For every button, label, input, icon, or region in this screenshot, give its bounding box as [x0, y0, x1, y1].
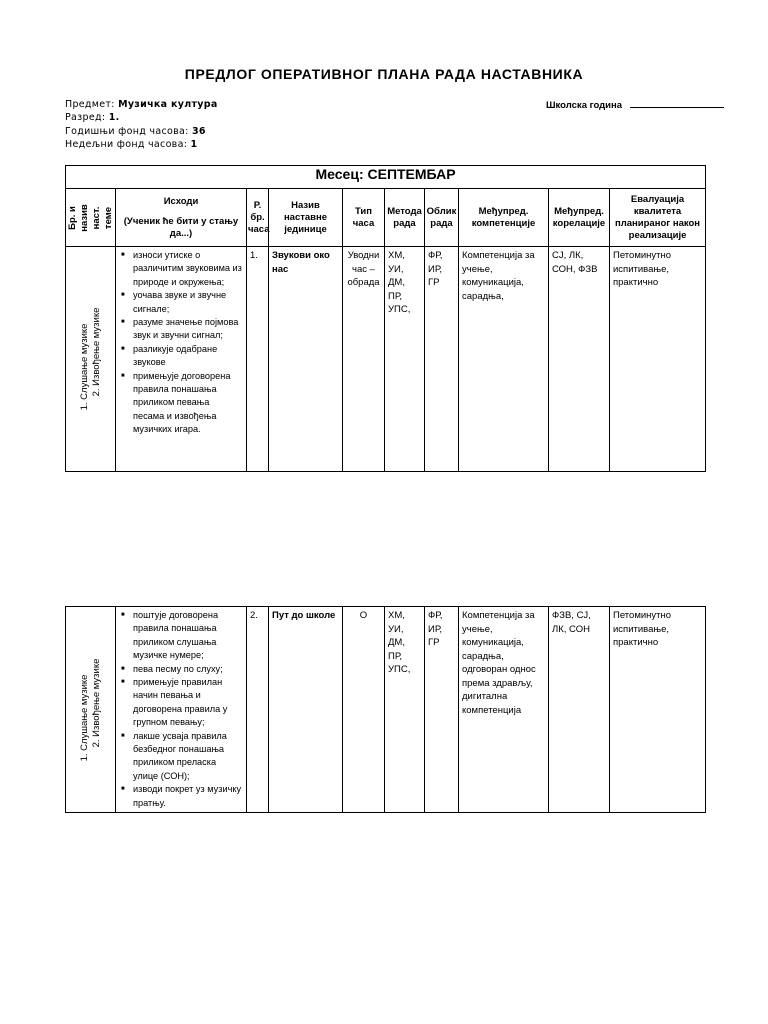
month-header: Месец: СЕПТЕМБАР — [66, 166, 706, 189]
header-lesson-no: Р. бр. часа — [247, 189, 269, 247]
list-item: ■ разуме значење појмова звук и звучни сигнал; — [133, 316, 243, 343]
form-cell: ФР, ИР, ГР — [425, 607, 459, 813]
header-outcomes-sub: (Ученик ће бити у стању да...) — [123, 215, 239, 239]
topic-text — [79, 308, 103, 411]
header-outcomes — [116, 189, 247, 247]
header-unit-name: Назив наставне јединице — [269, 189, 343, 247]
header-evaluation: Евалуација квалитета планираног након реализације — [610, 189, 706, 247]
header-outcomes-label: Исходи — [163, 195, 199, 207]
header-form: Облик рада — [425, 189, 459, 247]
meta-annual-hours — [65, 126, 206, 138]
school-year-blank — [630, 99, 724, 108]
form-cell: ФР, ИР, ГР — [425, 247, 459, 472]
lesson-no-cell: 1. — [247, 247, 269, 472]
unit-name-cell: Пут до школе — [269, 607, 343, 813]
lesson-type-cell: О — [343, 607, 385, 813]
meta-grade — [65, 112, 120, 124]
header-competences: Међупред. компетенције — [459, 189, 549, 247]
topic-cell — [66, 247, 116, 472]
meta-annual-hours-value: 36 — [191, 126, 206, 137]
method-cell: ХМ, УИ, ДМ, ПР, УПС, — [385, 607, 425, 813]
meta-weekly-hours-value: 1 — [190, 139, 198, 150]
list-item: ■ уочава звуке и звучне сигнале; — [133, 289, 243, 316]
topic-line-1: 1. Слушање музике — [78, 674, 90, 761]
header-topic-label: Бр. и назив наст. теме — [66, 203, 114, 232]
topic-cell — [66, 607, 116, 813]
outcomes-cell — [116, 247, 247, 472]
list-item: ■ примењује правилан начин певања и договорена правила у групном певању; — [133, 676, 243, 730]
meta-grade-value: 1. — [108, 112, 120, 123]
header-lesson-type: Тип часа — [343, 189, 385, 247]
school-year-label: Школска година — [546, 100, 623, 111]
outcomes-list — [119, 249, 243, 437]
list-item: ■ разликује одабране звукове — [133, 343, 243, 370]
meta-grade-label: Разред: — [65, 112, 106, 123]
table-row — [66, 247, 706, 472]
lesson-type-cell: Уводни час – обрада — [343, 247, 385, 472]
competences-cell: Компетенција за учење, комуникација, сарадња, — [459, 247, 549, 472]
competences-cell: Компетенција за учење, комуникација, сарадња, одговоран однос према здрављу, дигитална компетенција — [459, 607, 549, 813]
meta-subject-value: Музичка култура — [118, 99, 218, 110]
header-topic — [66, 189, 116, 247]
header-method: Метода рада — [385, 189, 425, 247]
meta-weekly-hours-label: Недељни фонд часова: — [65, 139, 188, 150]
unit-name-cell: Звукови око нас — [269, 247, 343, 472]
meta-weekly-hours — [65, 139, 197, 151]
document-title: ПРЕДЛОГ ОПЕРАТИВНОГ ПЛАНА РАДА НАСТАВНИКА — [184, 66, 584, 82]
topic-line-2: 2. Извођење музике — [90, 307, 102, 397]
topic-line-1: 1. Слушање музике — [78, 323, 90, 411]
list-item: ■ пева песму по слуху; — [133, 663, 243, 676]
meta-annual-hours-label: Годишњи фонд часова: — [65, 126, 189, 137]
topic-line-2: 2. Извођење музике — [90, 658, 102, 747]
school-year — [546, 99, 724, 111]
list-item: ■ примењује договорена правила понашања приликом певања песама и извођења музичких игара. — [133, 370, 243, 437]
plan-table — [65, 165, 706, 472]
meta-subject-label: Предмет: — [65, 99, 115, 110]
correlation-cell: СЈ, ЛК, СОН, ФЗВ — [549, 247, 610, 472]
outcomes-cell — [116, 607, 247, 813]
evaluation-cell: Петоминутно испитивање, практично — [610, 247, 706, 472]
list-item: ■ изводи покрет уз музичку пратњу. — [133, 783, 243, 810]
evaluation-cell: Петоминутно испитивање, практично — [610, 607, 706, 813]
lesson-no-cell: 2. — [247, 607, 269, 813]
table-row — [66, 607, 706, 813]
header-correlation: Међупред. корелације — [549, 189, 610, 247]
plan-table-continued — [65, 606, 706, 813]
topic-text — [79, 658, 103, 761]
method-cell: ХМ, УИ, ДМ, ПР, УПС, — [385, 247, 425, 472]
list-item: ■ поштује договорена правила понашања приликом слушања музичке нумере; — [133, 609, 243, 663]
meta-subject — [65, 99, 218, 111]
outcomes-list — [119, 609, 243, 810]
list-item: ■ лакше усваја правила безбедног понашања приликом преласка улице (СОН); — [133, 730, 243, 784]
list-item: ■ износи утиске о различитим звуковима из природе и окружења; — [133, 249, 243, 289]
correlation-cell: ФЗВ, СЈ, ЛК, СОН — [549, 607, 610, 813]
